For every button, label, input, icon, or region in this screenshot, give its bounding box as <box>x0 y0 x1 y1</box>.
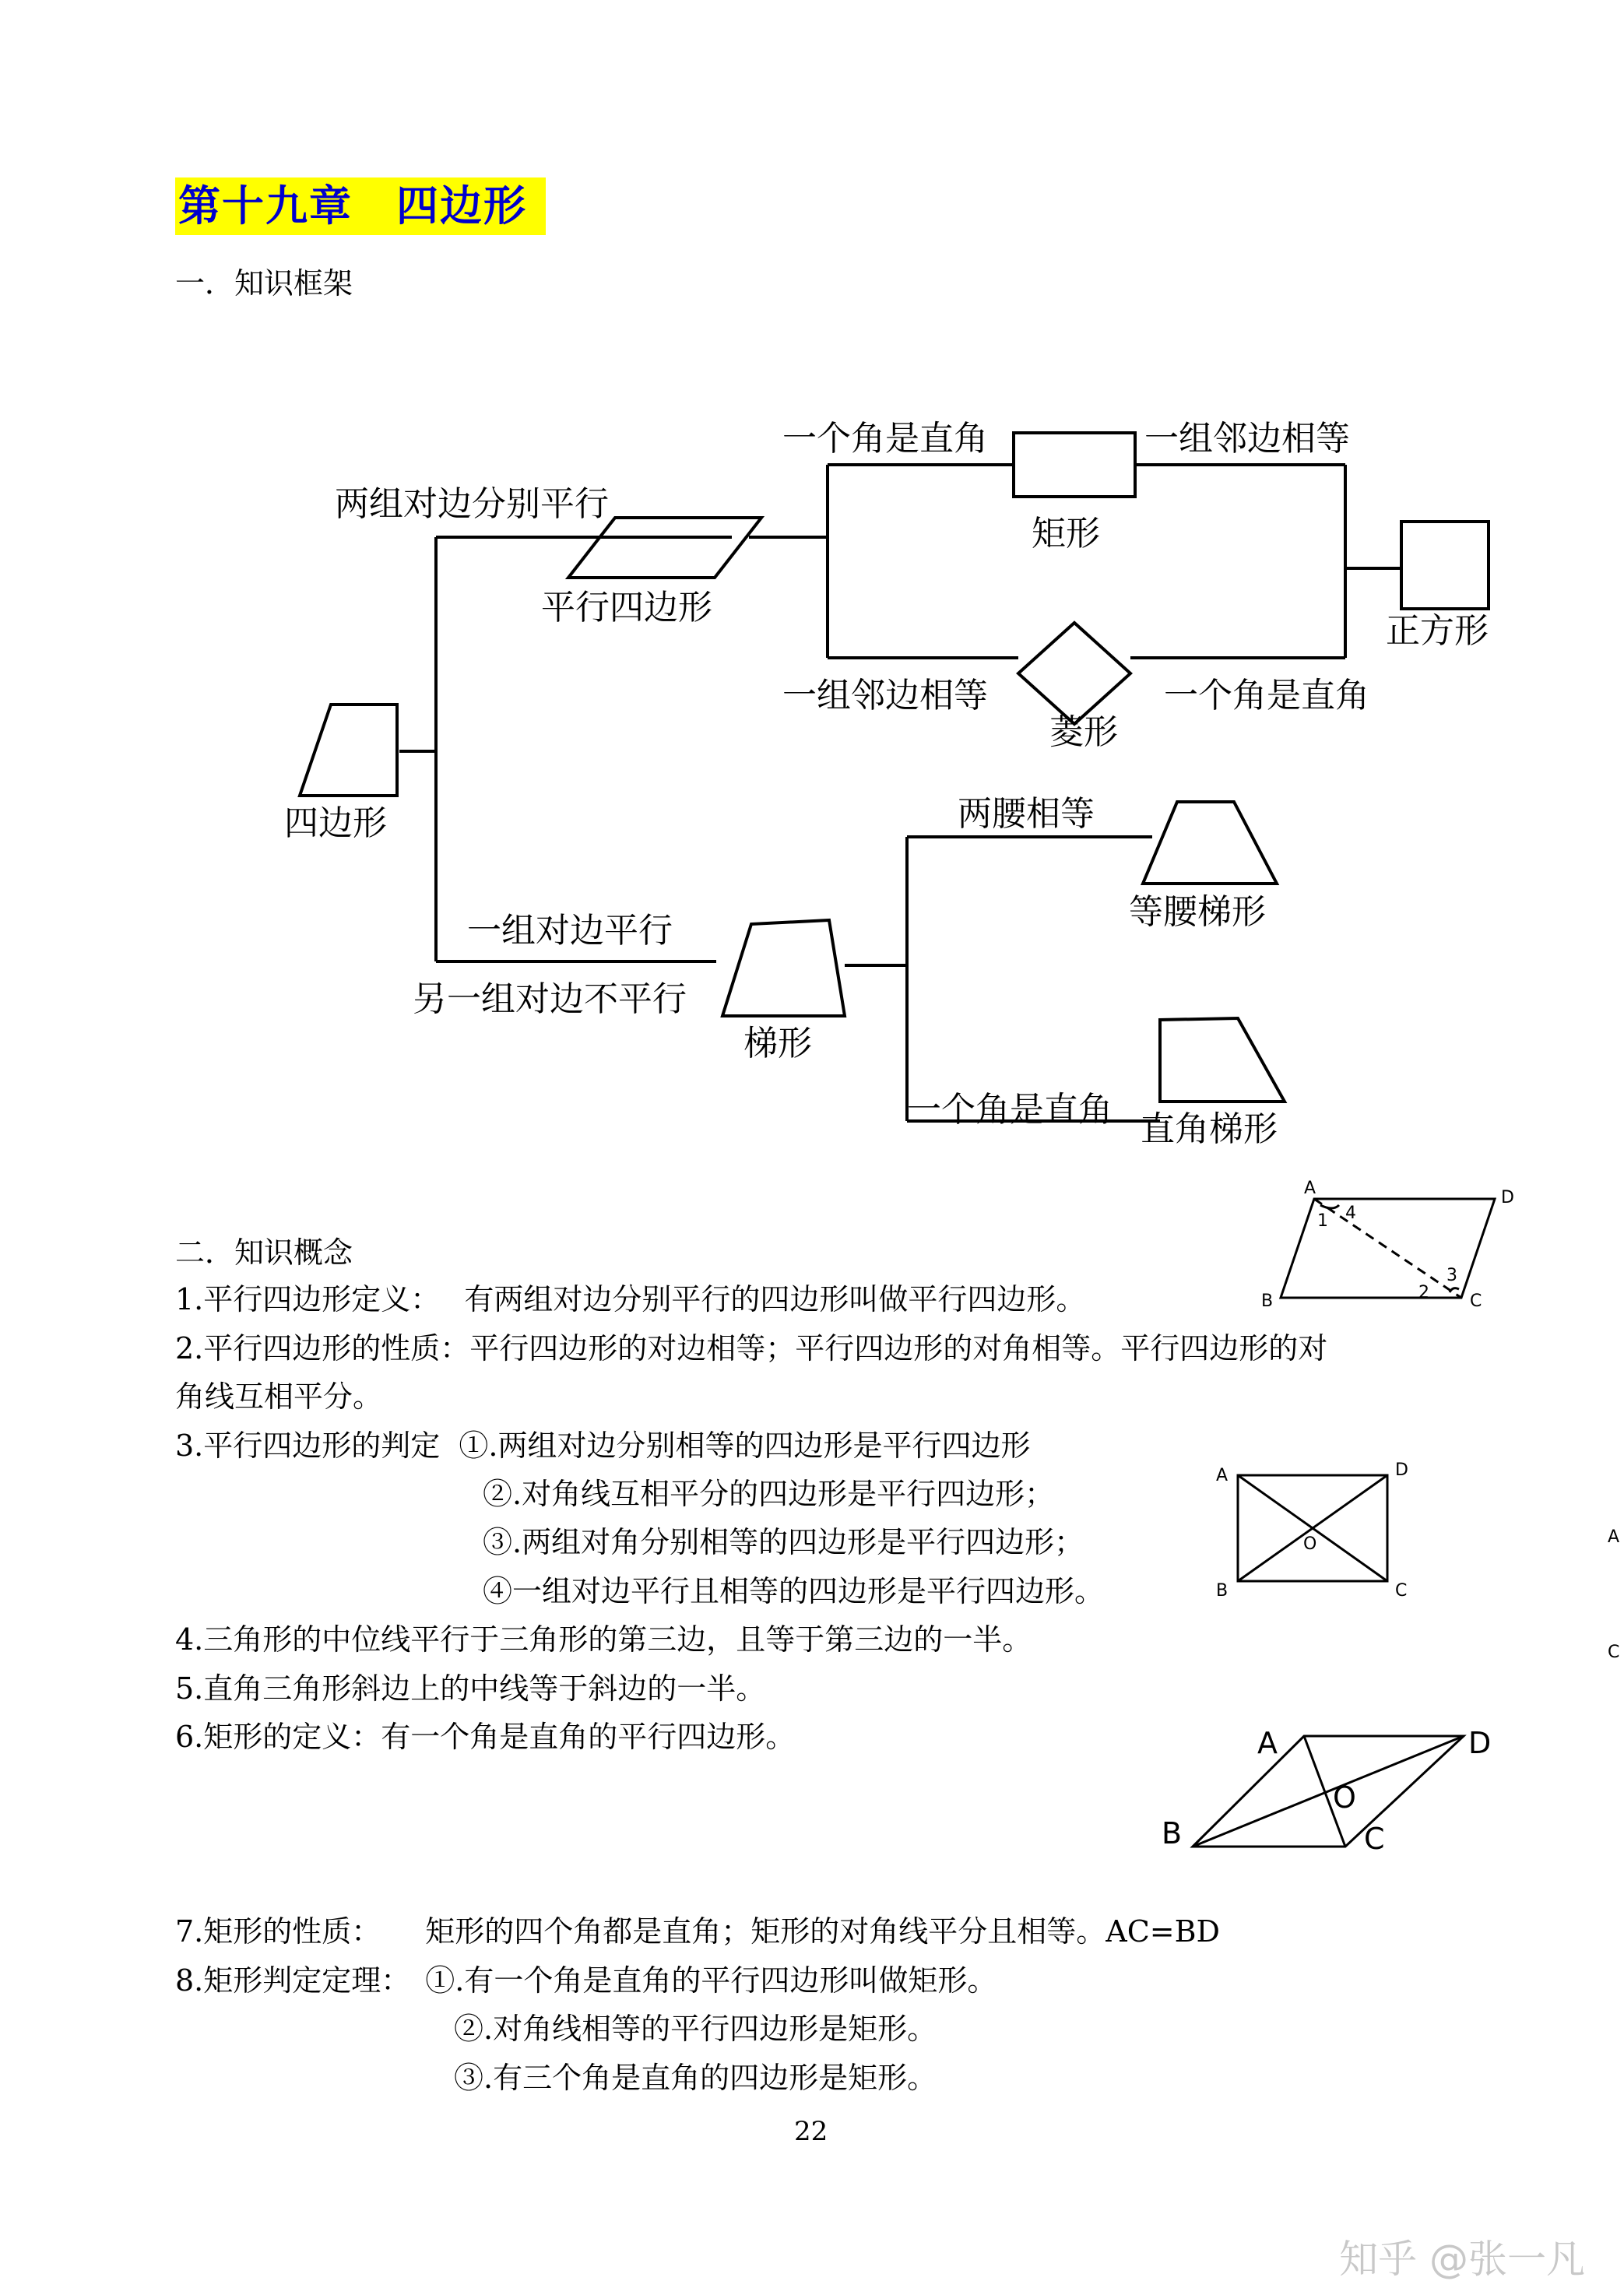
node-isosceles-trapezoid: 等腰梯形 <box>1129 892 1266 932</box>
section-heading-concepts: 二．知识概念 <box>175 1235 353 1270</box>
edge-mark-c: C <box>1608 1643 1620 1662</box>
edge-mark-a: A <box>1608 1527 1620 1547</box>
pg-angle-3: 3 <box>1446 1266 1457 1285</box>
concept-line-2: 2.平行四边形的性质：平行四边形的对边相等；平行四边形的对角相等。平行四边形的对 <box>175 1331 1328 1365</box>
rhombus-figure <box>1193 1736 1464 1847</box>
concept-line-8b: ②.对角线相等的平行四边形是矩形。 <box>454 2012 937 2046</box>
isosceles-trapezoid-shape <box>1143 802 1277 884</box>
trapezoid-shape <box>722 920 845 1016</box>
right-trapezoid-shape <box>1160 1018 1285 1102</box>
rect-label-o: O <box>1303 1534 1317 1554</box>
node-rhombus: 菱形 <box>1049 712 1118 752</box>
node-right-trapezoid: 直角梯形 <box>1141 1109 1278 1149</box>
pg-angle-1: 1 <box>1317 1211 1328 1231</box>
pg-angle-2: 2 <box>1418 1283 1429 1302</box>
label-legs-equal: 两腰相等 <box>958 794 1095 834</box>
label-one-right-angle-bottom: 一个角是直角 <box>1164 676 1369 715</box>
rh-label-o: O <box>1333 1780 1356 1815</box>
concept-line-4: 4.三角形的中位线平行于三角形的第三边，且等于第三边的一半。 <box>175 1622 1032 1657</box>
concept-line-8: 8.矩形判定定理： ①.有一个角是直角的平行四边形叫做矩形。 <box>175 1963 997 1998</box>
node-parallelogram: 平行四边形 <box>541 588 712 627</box>
concept-line-2b: 角线互相平分。 <box>175 1379 383 1414</box>
parallelogram-figure <box>1281 1199 1495 1298</box>
pg-label-c: C <box>1470 1292 1482 1311</box>
rh-label-a: A <box>1257 1726 1278 1760</box>
label-other-pair-not-parallel: 另一组对边不平行 <box>413 979 687 1019</box>
quad-shape <box>300 705 397 796</box>
rect-label-b: B <box>1216 1581 1229 1601</box>
label-one-right-angle-trap: 一个角是直角 <box>907 1090 1113 1130</box>
node-trapezoid: 梯形 <box>743 1024 812 1063</box>
rectangle-shape <box>1014 433 1135 497</box>
concept-line-6: 6.矩形的定义：有一个角是直角的平行四边形。 <box>175 1720 796 1754</box>
square-shape <box>1401 522 1489 609</box>
rhombus-shape <box>1018 623 1130 724</box>
concept-line-8c: ③.有三个角是直角的四边形是矩形。 <box>454 2061 937 2095</box>
pg-label-a: A <box>1304 1179 1316 1198</box>
parallelogram-shape <box>568 518 761 578</box>
section-heading-framework: 一．知识框架 <box>175 266 353 300</box>
node-rectangle: 矩形 <box>1032 514 1100 554</box>
rectangle-figure <box>1238 1475 1387 1581</box>
label-adjacent-equal-top: 一组邻边相等 <box>1144 419 1350 459</box>
concept-line-5: 5.直角三角形斜边上的中线等于斜边的一半。 <box>175 1671 766 1706</box>
rect-label-d: D <box>1395 1460 1408 1480</box>
label-one-pair-parallel: 一组对边平行 <box>467 911 673 951</box>
concept-line-7: 7.矩形的性质： 矩形的四个角都是直角；矩形的对角线平分且相等。AC=BD <box>175 1914 1221 1949</box>
pg-angle-4: 4 <box>1345 1204 1356 1223</box>
rect-label-a: A <box>1216 1466 1229 1485</box>
node-quadrilateral: 四边形 <box>284 803 387 843</box>
concept-line-1: 1.平行四边形定义： 有两组对边分别平行的四边形叫做平行四边形。 <box>175 1282 1086 1316</box>
label-two-pairs-parallel: 两组对边分别平行 <box>335 484 609 524</box>
rect-label-c: C <box>1395 1581 1408 1601</box>
concept-line-3b: ②.对角线互相平分的四边形是平行四边形； <box>483 1477 1055 1511</box>
label-one-right-angle-top: 一个角是直角 <box>782 419 988 459</box>
rh-label-c: C <box>1364 1822 1385 1856</box>
concept-line-3d: ④一组对边平行且相等的四边形是平行四边形。 <box>483 1574 1105 1608</box>
rh-label-d: D <box>1468 1726 1492 1760</box>
watermark: 知乎 @张一凡 <box>1339 2237 1585 2282</box>
page-number: 22 <box>794 2116 828 2147</box>
label-adjacent-equal-bottom: 一组邻边相等 <box>782 676 988 715</box>
node-square: 正方形 <box>1386 611 1489 651</box>
pg-label-b: B <box>1261 1292 1274 1311</box>
chapter-title: 第十九章 四边形 <box>175 177 546 235</box>
rh-label-b: B <box>1162 1816 1183 1850</box>
concept-line-3: 3.平行四边形的判定 ①.两组对边分别相等的四边形是平行四边形 <box>175 1429 1031 1463</box>
pg-label-d: D <box>1501 1188 1514 1207</box>
concept-line-3c: ③.两组对角分别相等的四边形是平行四边形； <box>483 1525 1084 1559</box>
